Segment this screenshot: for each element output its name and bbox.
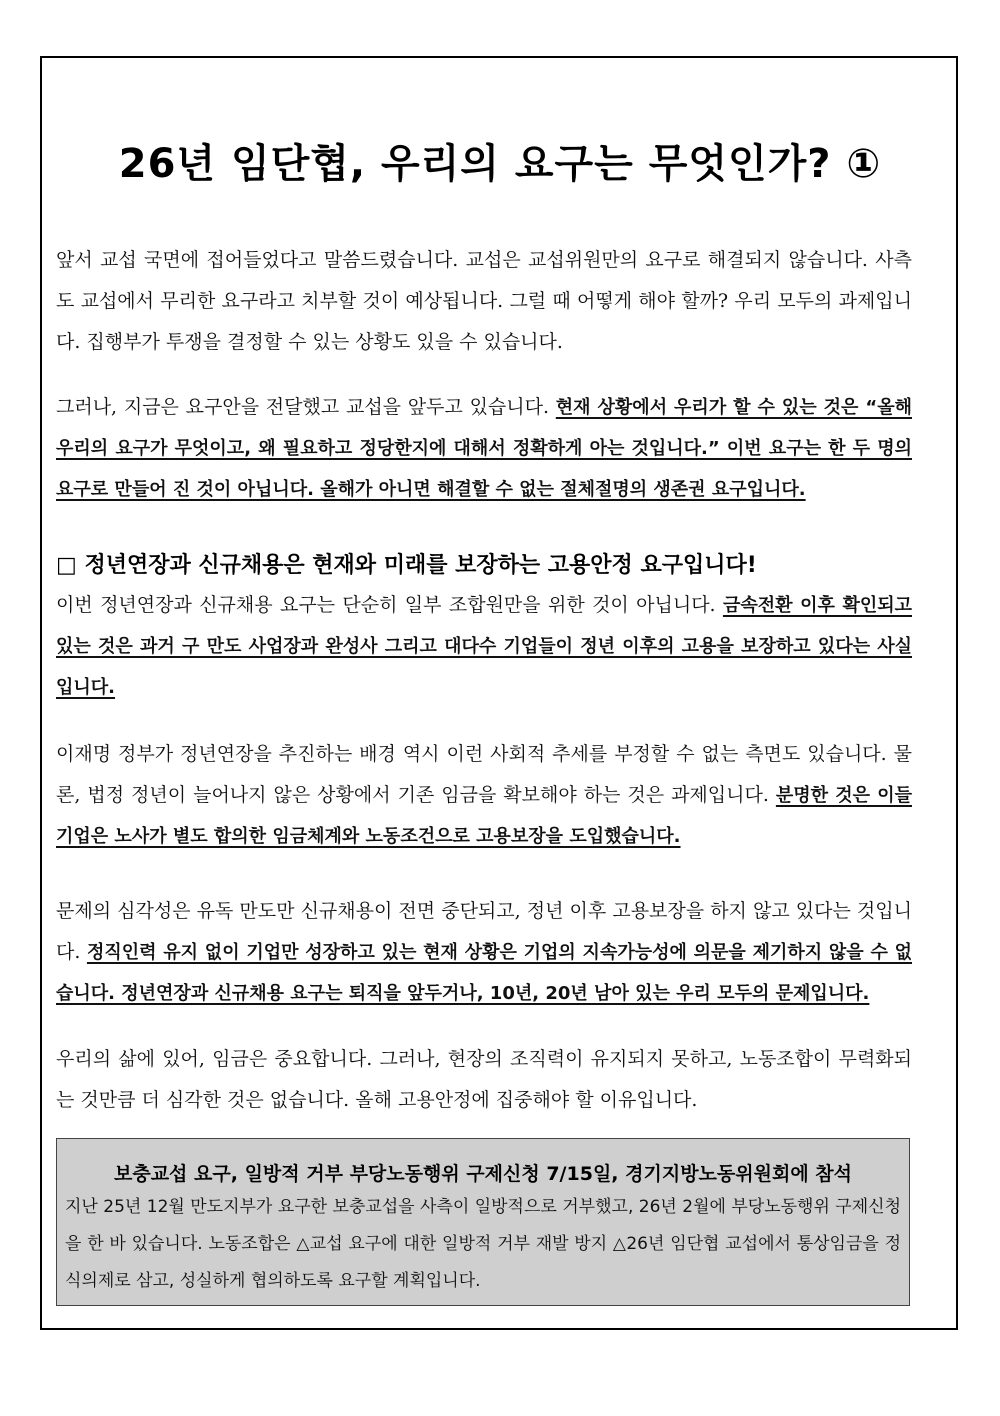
paragraph-plain-text: 문제의 심각성은 유독 만도만 신규채용이 전면 중단되고, 정년 이후 고용보장을 하지 않고 있다는 것입니다. xyxy=(56,900,912,963)
emphasized-text: 정직인력 유지 없이 기업만 성장하고 있는 현재 상황은 기업의 지속가능성에 의문을 제기하지 않을 수 없습니다. 정년연장과 신규채용 요구는 퇴직을 앞두거나, 10년, 20년 남아 있는 우리 모두의 문제입니다. xyxy=(56,942,912,1004)
emphasized-text: 금속전환 이후 확인되고 있는 것은 과거 구 만도 사업장과 완성사 그리고 대다수 기업들이 정년 이후의 고용을 보장하고 있다는 사실입니다. xyxy=(56,595,913,698)
paragraph-plain-text: 이번 정년연장과 신규채용 요구는 단순히 일부 조합원만을 위한 것이 아닙니다. xyxy=(56,594,723,616)
page-title: 26년 임단협, 우리의 요구는 무엇인가? ① xyxy=(118,141,882,187)
paragraph-plain-text: 그러나, 지금은 요구안을 전달했고 교섭을 앞두고 있습니다. xyxy=(56,396,556,418)
paragraph-retirement-extension xyxy=(56,585,912,708)
emphasized-text: 분명한 것은 이들 기업은 노사가 별도 합의한 임금체계와 노동조건으로 고용보장을 도입했습니다. xyxy=(56,785,913,847)
paragraph-plain-text: 이재명 정부가 정년연장을 추진하는 배경 역시 이런 사회적 추세를 부정할 수 없는 측면도 있습니다. 물론, 법정 정년이 늘어나지 않은 상황에서 기존 임금을 확보해야 하는 것은 과제입니다. xyxy=(56,743,913,806)
paragraph-government-policy xyxy=(56,734,912,857)
emphasized-text: 현재 상황에서 우리가 할 수 있는 것은 “올해 우리의 요구가 무엇이고, 왜 필요하고 정당한지에 대해서 정확하게 아는 것입니다.” 이번 요구는 한 두 명의 요구로 만들어 진 것이 아닙니다. 올해가 아니면 해결할 수 없는 절체절명의 생존권 요구입니다. xyxy=(56,397,912,500)
paragraph-intro: 앞서 교섭 국면에 접어들었다고 말씀드렸습니다. 교섭은 교섭위원만의 요구로 해결되지 않습니다. 사측도 교섭에서 무리한 요구라고 치부할 것이 예상됩니다. 그럴 때 어떻게 해야 할까? 우리 모두의 과제입니다. 집행부가 투쟁을 결정할 수 있는 상황도 있을 수 있습니다. xyxy=(56,249,912,353)
notice-body: 지난 25년 12월 만도지부가 요구한 보충교섭을 사측이 일방적으로 거부했고, 26년 2월에 부당노동행위 구제신청을 한 바 있습니다. 노동조합은 △교섭 요구에 대한 일방적 거부 재발 방지 △26년 임단협 교섭에서 통상임금을 정식의제로 삼고, 성실하게 협의하도록 요구할 계획입니다. xyxy=(65,1197,901,1291)
section-heading: □ 정년연장과 신규채용은 현재와 미래를 보장하는 고용안정 요구입니다! xyxy=(56,553,757,578)
paragraph-seriousness xyxy=(56,891,912,1014)
notice-title: 보충교섭 요구, 일방적 거부 부당노동행위 구제신청 7/15일, 경기지방노동위원회에 참석 xyxy=(114,1163,852,1185)
notice-box xyxy=(56,1138,910,1306)
paragraph-current-situation xyxy=(56,387,912,510)
paragraph-conclusion: 우리의 삶에 있어, 임금은 중요합니다. 그러나, 현장의 조직력이 유지되지 못하고, 노동조합이 무력화되는 것만큼 더 심각한 것은 없습니다. 올해 고용안정에 집중해야 할 이유입니다. xyxy=(56,1048,912,1111)
